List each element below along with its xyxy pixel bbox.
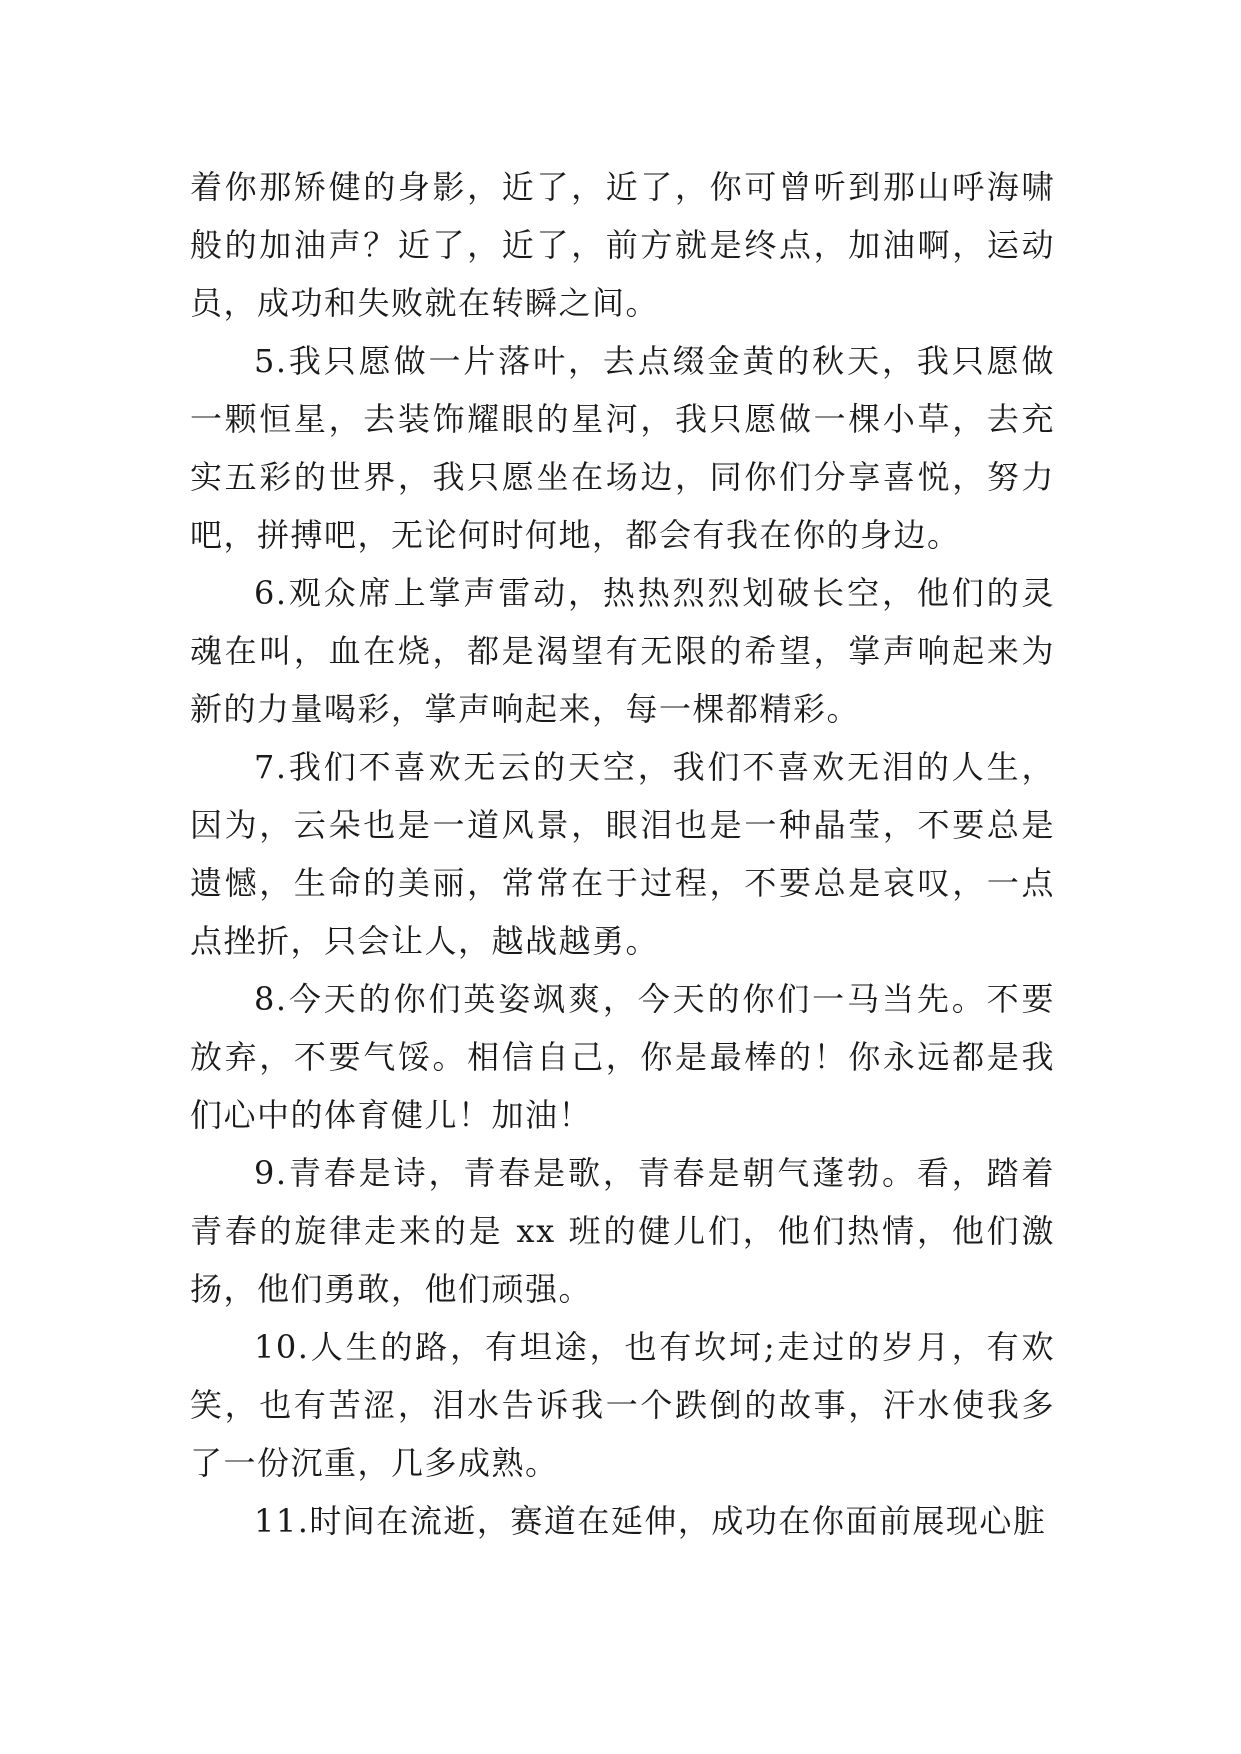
document-body: [190, 158, 1055, 1550]
paragraph-continued: 着你那矫健的身影，近了，近了，你可曾听到那山呼海啸般的加油声？近了，近了，前方就是终点，加油啊，运动员，成功和失败就在转瞬之间。: [190, 168, 1055, 322]
paragraph-5: 5.我只愿做一片落叶，去点缀金黄的秋天，我只愿做一颗恒星，去装饰耀眼的星河，我只愿做一棵小草，去充实五彩的世界，我只愿坐在场边，同你们分享喜悦，努力吧，拼搏吧，无论何时何地，都会有我在你的身边。: [190, 342, 1055, 554]
paragraph-7: 7.我们不喜欢无云的天空，我们不喜欢无泪的人生，因为，云朵也是一道风景，眼泪也是一种晶莹，不要总是遗憾，生命的美丽，常常在于过程，不要总是哀叹，一点点挫折，只会让人，越战越勇。: [190, 748, 1055, 960]
paragraph-10: 10.人生的路，有坦途，也有坎坷;走过的岁月，有欢笑，也有苦涩，泪水告诉我一个跌倒的故事，汗水使我多了一份沉重，几多成熟。: [190, 1328, 1055, 1482]
paragraph-8: 8.今天的你们英姿飒爽，今天的你们一马当先。不要放弃，不要气馁。相信自己，你是最棒的！你永远都是我们心中的体育健儿！加油！: [190, 980, 1055, 1134]
paragraph-11: 11.时间在流逝，赛道在延伸，成功在你面前展现心脏: [254, 1502, 1047, 1540]
paragraph-6: 6.观众席上掌声雷动，热热烈烈划破长空，他们的灵魂在叫，血在烧，都是渴望有无限的希望，掌声响起来为新的力量喝彩，掌声响起来，每一棵都精彩。: [190, 574, 1055, 728]
paragraph-9: 9.青春是诗，青春是歌，青春是朝气蓬勃。看，踏着青春的旋律走来的是 xx 班的健儿们，他们热情，他们激扬，他们勇敢，他们顽强。: [190, 1154, 1055, 1308]
